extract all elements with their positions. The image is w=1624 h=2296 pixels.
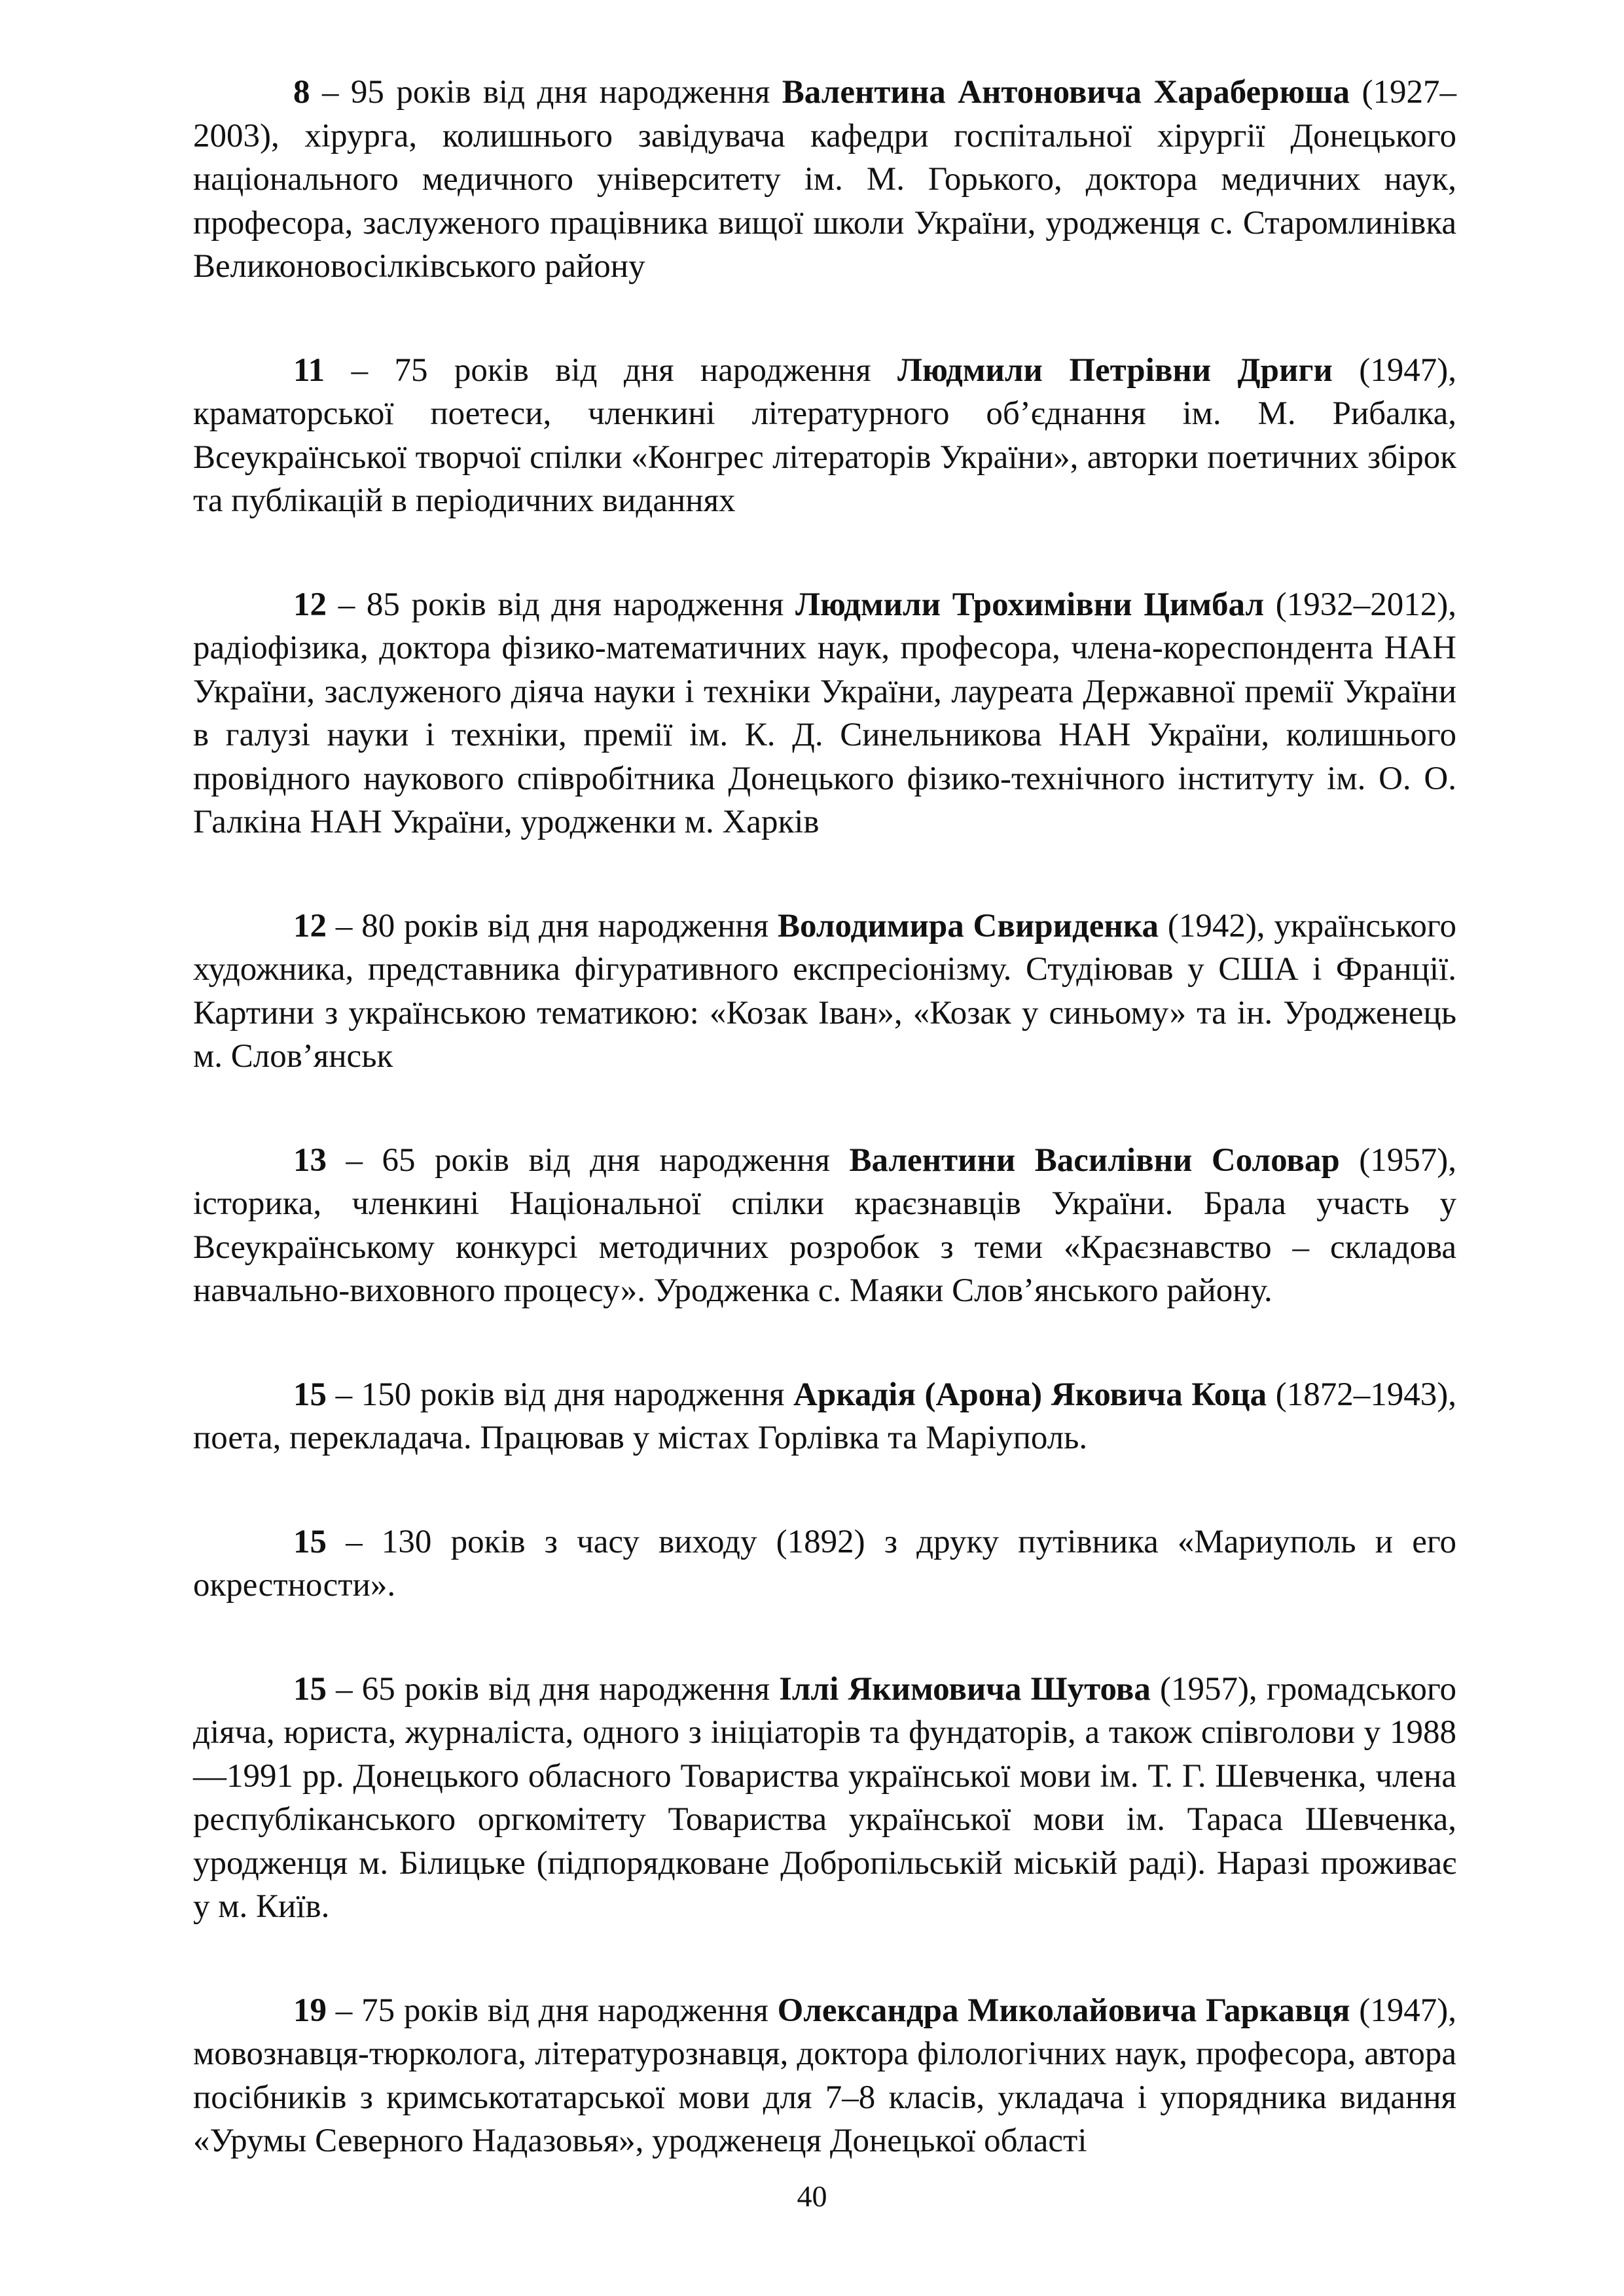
page-number: 40 [797,2179,827,2213]
entry-person-name: Валентина Антоновича Хараберюша [782,74,1350,111]
entry-lead: – 85 років від дня народження [327,586,796,623]
entry-date: 19 [293,1992,327,2029]
entry-description: (1872–1943), поета, перекладача. Працював у містах Горлівка та Маріуполь. [193,1376,1457,1456]
entry-person-name: Аркадія (Арона) Яковича Коца [793,1376,1267,1413]
calendar-entry [193,1373,1456,1460]
entry-date: 15 [293,1670,327,1708]
entry-lead: – 65 років від дня народження [327,1670,780,1708]
entry-date: 12 [293,907,327,944]
entry-description: (1957), громадського діяча, юриста, журналіста, одного з ініціаторів та фундаторів, а також співголови у 1988—1991 рр. Донецького обласного Товариства української мови ім. Т. Г. Шевченка, члена республіканського оргкомітету Товариства української мови ім. Тараса Шевченка, уродженця м. Білицьке (підпорядковане Добропільській міській раді). Наразі проживає у м. Київ. [193,1670,1457,1925]
calendar-entry [193,349,1456,523]
entry-date: 11 [293,351,325,389]
entry-lead: – 95 років від дня народження [310,74,782,111]
entry-description: (1947), мовознавця-тюрколога, літературознавця, доктора філологічних наук, професора, автора посібників з кримськотатарської мови для 7–8 класів, укладача і упорядника видання «Урумы Северного Надазовья», уродженеця Донецької області [193,1992,1457,2159]
entry-date: 15 [293,1523,327,1560]
entry-person-name: Іллі Якимовича Шутова [779,1670,1151,1708]
calendar-entry [193,905,1456,1079]
entry-person-name: Людмили Петрівни Дриги [897,351,1333,389]
calendar-entry [193,583,1456,844]
entry-description: (1942), українського художника, представника фігуративного експресіонізму. Студіював у США і Франції. Картини з українською тематикою: «Козак Іван», «Козак у синьому» та ін. Уродженець м. Слов’янськ [193,907,1457,1075]
entry-person-name: Валентини Василівни Соловар [849,1141,1340,1179]
entry-lead: – 65 років від дня народження [327,1141,850,1179]
calendar-entry [193,71,1456,289]
entry-person-name: Людмили Трохимівни Цимбал [795,586,1265,623]
entry-date: 13 [293,1141,327,1179]
calendar-entry [193,1139,1456,1313]
entry-date: 15 [293,1376,327,1413]
entry-person-name: Володимира Свириденка [778,907,1159,944]
entry-description: (1947), краматорської поетеси, членкині літературного об’єднання ім. М. Рибалка, Всеукраїнської творчої спілки «Конгрес літераторів України», авторки поетичних збірок та публікацій в періодичних виданнях [193,351,1457,519]
entry-description: (1957), історика, членкині Національної спілки краєзнавців України. Брала участь у Всеукраїнському конкурсі методичних розробок з теми «Краєзнавство – складова навчально-виховного процесу». Уродженка с. Маяки Слов’янського району. [193,1141,1457,1309]
entry-lead: – 75 років від дня народження [325,351,897,389]
entry-description: (1932–2012), радіофізика, доктора фізико-математичних наук, професора, члена-кореспондента НАН України, заслуженого діяча науки і техніки України, лауреата Державної премії України в галузі науки і техніки, премії ім. К. Д. Синельникова НАН України, колишнього провідного наукового співробітника Донецького фізико-технічного інституту ім. О. О. Галкіна НАН України, уродженки м. Харків [193,586,1457,840]
entry-date: 8 [293,74,310,111]
entry-lead: – 80 років від дня народження [327,907,778,944]
page-content [193,71,1456,2223]
entry-lead: – 130 років з часу виходу (1892) з друку путівника «Мариуполь и его окрестности». [193,1523,1456,1604]
entry-person-name: Олександра Миколайовича Гаркавця [777,1992,1350,2029]
entry-lead: – 150 років від дня народження [327,1376,794,1413]
entry-date: 12 [293,586,327,623]
calendar-entry [193,1520,1456,1607]
calendar-entry [193,1989,1456,2163]
entry-lead: – 75 років від дня народження [327,1992,778,2029]
entry-description: (1927–2003), хірурга, колишнього завідувача кафедри госпітальної хірургії Донецького національного медичного університету ім. М. Горького, доктора медичних наук, професора, заслуженого працівника вищої школи України, уродженця с. Старомлинівка Великоновосілківського району [193,74,1457,285]
calendar-entry [193,1668,1456,1929]
